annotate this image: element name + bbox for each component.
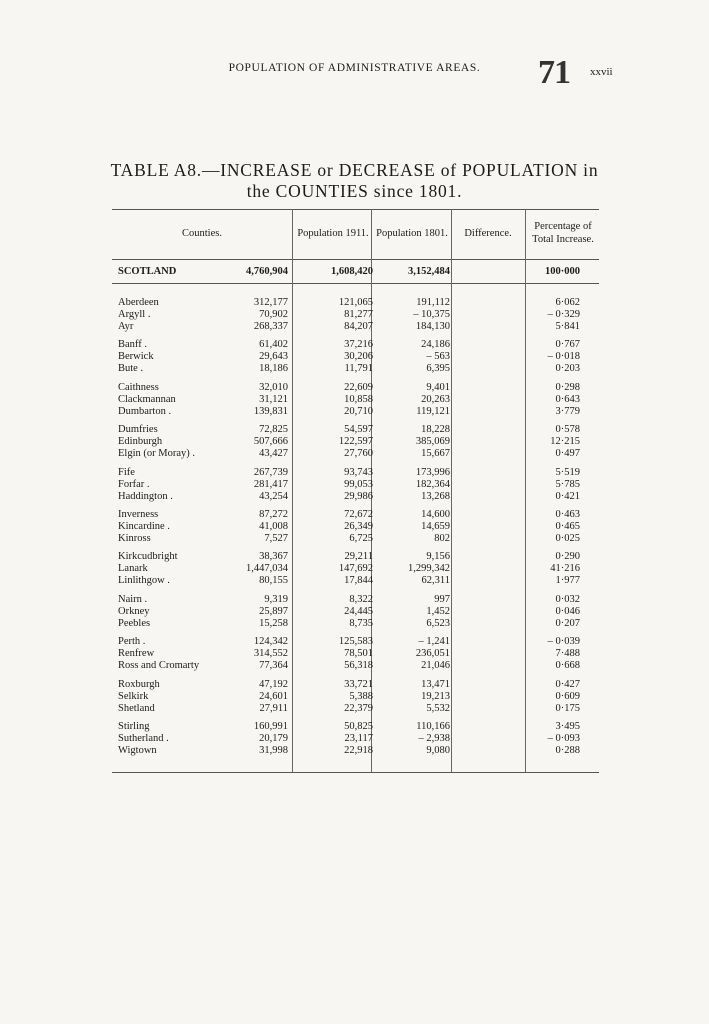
difference: 62,311 (421, 575, 450, 587)
county-name: Kirkcudbright (118, 551, 178, 563)
percentage: 41·216 (550, 563, 580, 575)
column-header: Percentage of Total Increase. (532, 221, 594, 245)
county-name: Stirling (118, 721, 150, 732)
county-name: Ayr (118, 321, 134, 332)
county-name: Kinross (118, 533, 151, 544)
difference: 18,228 (421, 424, 450, 436)
percentage: – 0·093 (547, 733, 580, 744)
percentage: 12·215 (550, 436, 580, 448)
county-name: Selkirk (118, 690, 149, 702)
population-1911: 312,177 (253, 297, 288, 308)
county-name: Inverness (118, 509, 159, 520)
population-1911: 25,897 (259, 605, 288, 617)
difference: 9,080 (426, 745, 450, 756)
percentage: 0·025 (555, 533, 580, 544)
population-1801: 122,597 (338, 436, 373, 448)
population-1801: 50,825 (344, 721, 373, 732)
percentage: 3·495 (555, 721, 580, 732)
population-1911: 267,739 (253, 466, 288, 478)
population-1801: 121,065 (338, 297, 373, 308)
population-1801: 147,692 (338, 563, 373, 575)
population-1911: 43,254 (259, 490, 288, 502)
population-1911: 9,319 (264, 593, 288, 605)
percentage: – 0·329 (547, 309, 580, 320)
difference: 6,395 (426, 363, 450, 375)
difference: 997 (434, 593, 450, 605)
population-1911: 29,643 (259, 351, 288, 363)
percentage: 0·421 (555, 490, 580, 502)
column-divider (451, 209, 452, 772)
percentage: 0·298 (555, 381, 580, 393)
difference: 15,667 (421, 448, 450, 460)
population-1801: 56,318 (344, 660, 373, 672)
population-1911: 41,008 (259, 521, 288, 532)
difference: 24,186 (421, 339, 450, 351)
population-1801: 84,207 (344, 321, 373, 332)
percentage: 100·000 (544, 266, 580, 277)
difference: 9,401 (426, 381, 450, 393)
percentage: 3·779 (555, 405, 580, 417)
county-name: Ross and Cromarty (118, 660, 200, 672)
difference: – 563 (426, 351, 450, 363)
difference: 236,051 (415, 648, 450, 660)
county-name: Forfar . (118, 478, 150, 490)
county-name: Nairn . (118, 593, 148, 605)
population-1801: 125,583 (338, 636, 373, 648)
difference: 13,471 (421, 678, 450, 690)
difference: 3,152,484 (408, 266, 450, 277)
population-1801: 78,501 (344, 648, 373, 660)
population-1801: 10,858 (344, 393, 373, 405)
percentage: 5·841 (555, 321, 580, 332)
population-1801: 20,710 (344, 405, 373, 417)
population-1801: 27,760 (344, 448, 373, 460)
table-title-line2: the COUNTIES since 1801. (246, 181, 463, 201)
population-1801: 29,211 (344, 551, 373, 563)
population-1801: 29,986 (344, 490, 373, 502)
percentage: 0·203 (555, 363, 580, 375)
county-name: Shetland (118, 702, 155, 714)
county-name: Edinburgh (118, 436, 163, 448)
population-1911: 281,417 (253, 478, 288, 490)
population-1911: 32,010 (259, 381, 288, 393)
difference: 6,523 (426, 617, 450, 629)
percentage: 1·977 (555, 575, 580, 587)
percentage: 0·643 (555, 393, 580, 405)
population-1911: 507,666 (253, 436, 288, 448)
population-1911: 24,601 (259, 690, 288, 702)
population-1801: 17,844 (344, 575, 373, 587)
difference: 182,364 (415, 478, 450, 490)
county-name: Elgin (or Moray) . (118, 448, 195, 460)
population-1911: 15,258 (259, 617, 288, 629)
column-divider (525, 209, 526, 772)
county-name: Clackmannan (118, 393, 176, 405)
population-1911: 31,998 (259, 745, 288, 756)
percentage: 7·488 (555, 648, 580, 660)
population-1911: 139,831 (253, 405, 288, 417)
difference: 802 (434, 533, 450, 544)
table-bottom-rule (112, 772, 599, 773)
population-1801: 23,117 (344, 733, 373, 744)
percentage: 0·032 (555, 593, 580, 605)
percentage: 0·463 (555, 509, 580, 520)
county-name: Renfrew (118, 648, 155, 660)
difference: 20,263 (421, 393, 450, 405)
percentage: 0·767 (555, 339, 580, 351)
county-name: Lanark (118, 563, 148, 575)
difference: 5,532 (426, 702, 450, 714)
difference: 9,156 (426, 551, 450, 563)
population-1801: 33,721 (344, 678, 373, 690)
population-1801: 81,277 (344, 309, 373, 320)
difference: – 1,241 (418, 636, 450, 648)
population-1801: 11,791 (344, 363, 373, 375)
population-1911: 4,760,904 (246, 266, 288, 277)
roman-page-number: xxvii (590, 66, 613, 78)
difference: 1,452 (426, 605, 450, 617)
population-1801: 24,445 (344, 605, 373, 617)
percentage: 0·207 (555, 617, 580, 629)
population-1801: 1,608,420 (331, 266, 373, 277)
county-name: Banff . (118, 339, 147, 351)
county-name: Orkney (118, 605, 150, 617)
column-header: Counties. (182, 227, 222, 239)
column-header: Population 1911. (297, 227, 369, 239)
population-1801: 5,388 (349, 690, 373, 702)
difference: 19,213 (421, 690, 450, 702)
population-1801: 72,672 (344, 509, 373, 520)
population-1801: 22,379 (344, 702, 373, 714)
population-1911: 160,991 (253, 721, 288, 732)
county-name: Fife (118, 466, 135, 478)
difference: 14,600 (421, 509, 450, 520)
population-1801: 30,206 (344, 351, 373, 363)
percentage: 0·427 (555, 678, 580, 690)
population-1801: 22,918 (344, 745, 373, 756)
county-name: Peebles (118, 617, 151, 629)
running-title: POPULATION OF ADMINISTRATIVE AREAS. (228, 62, 481, 74)
population-1801: 26,349 (344, 521, 373, 532)
county-name: Haddington . (118, 490, 173, 502)
table-title (0, 160, 709, 202)
county-name: Bute . (118, 363, 144, 375)
difference: 21,046 (421, 660, 450, 672)
population-1801: 37,216 (344, 339, 373, 351)
percentage: 5·519 (555, 466, 580, 478)
difference: – 2,938 (418, 733, 450, 744)
percentage: 0·668 (555, 660, 580, 672)
percentage: – 0·018 (547, 351, 580, 363)
county-name: Perth . (118, 636, 146, 648)
percentage: 0·175 (555, 702, 580, 714)
difference: 173,996 (415, 466, 450, 478)
county-name: Linlithgow . (118, 575, 170, 587)
percentage: 0·290 (555, 551, 580, 563)
population-1911: 1,447,034 (246, 563, 288, 575)
percentage: 0·465 (555, 521, 580, 532)
population-1801: 99,053 (344, 478, 373, 490)
population-1911: 314,552 (253, 648, 288, 660)
population-1911: 27,911 (259, 702, 288, 714)
population-1911: 61,402 (259, 339, 288, 351)
population-1911: 43,427 (259, 448, 288, 460)
population-1801: 6,725 (349, 533, 373, 544)
difference: – 10,375 (413, 309, 450, 320)
difference: 13,268 (421, 490, 450, 502)
folio-number: 71 (538, 54, 570, 91)
column-header: Population 1801. (376, 227, 448, 239)
population-1911: 38,367 (259, 551, 288, 563)
county-name: Kincardine . (118, 521, 170, 532)
population-1911: 80,155 (259, 575, 288, 587)
difference: 184,130 (415, 321, 450, 332)
table-title-line1: TABLE A8.—INCREASE or DECREASE of POPULATION in (110, 160, 599, 180)
percentage: – 0·039 (547, 636, 580, 648)
population-1801: 22,609 (344, 381, 373, 393)
population-1911: 77,364 (259, 660, 288, 672)
population-1801: 8,735 (349, 617, 373, 629)
population-1911: 70,902 (259, 309, 288, 320)
percentage: 0·609 (555, 690, 580, 702)
difference: 119,121 (416, 405, 450, 417)
percentage: 0·046 (555, 605, 580, 617)
county-name: Dumbarton . (118, 405, 172, 417)
population-1911: 47,192 (259, 678, 288, 690)
difference: 14,659 (421, 521, 450, 532)
population-1911: 20,179 (259, 733, 288, 744)
population-1801: 93,743 (344, 466, 373, 478)
population-1801: 54,597 (344, 424, 373, 436)
column-divider (292, 209, 293, 772)
county-name: Berwick (118, 351, 154, 363)
county-name: Dumfries (118, 424, 158, 436)
population-1911: 124,342 (253, 636, 288, 648)
percentage: 0·288 (555, 745, 580, 756)
population-1911: 268,337 (253, 321, 288, 332)
difference: 385,069 (415, 436, 450, 448)
column-header: Difference. (464, 227, 512, 239)
county-name: Wigtown (118, 745, 157, 756)
county-name: Argyll . (118, 309, 151, 320)
percentage: 5·785 (555, 478, 580, 490)
percentage: 0·497 (555, 448, 580, 460)
population-1911: 87,272 (259, 509, 288, 520)
percentage: 0·578 (555, 424, 580, 436)
difference: 1,299,342 (408, 563, 450, 575)
population-1801: 8,322 (349, 593, 373, 605)
county-name: SCOTLAND (118, 266, 177, 277)
population-1911: 7,527 (264, 533, 288, 544)
difference: 191,112 (416, 297, 450, 308)
population-1911: 18,186 (259, 363, 288, 375)
population-1911: 72,825 (259, 424, 288, 436)
county-name: Caithness (118, 381, 159, 393)
county-name: Roxburgh (118, 678, 160, 690)
percentage: 6·062 (555, 297, 580, 308)
population-1911: 31,121 (259, 393, 288, 405)
county-name: Sutherland . (118, 733, 169, 744)
difference: 110,166 (416, 721, 450, 732)
county-name: Aberdeen (118, 297, 159, 308)
